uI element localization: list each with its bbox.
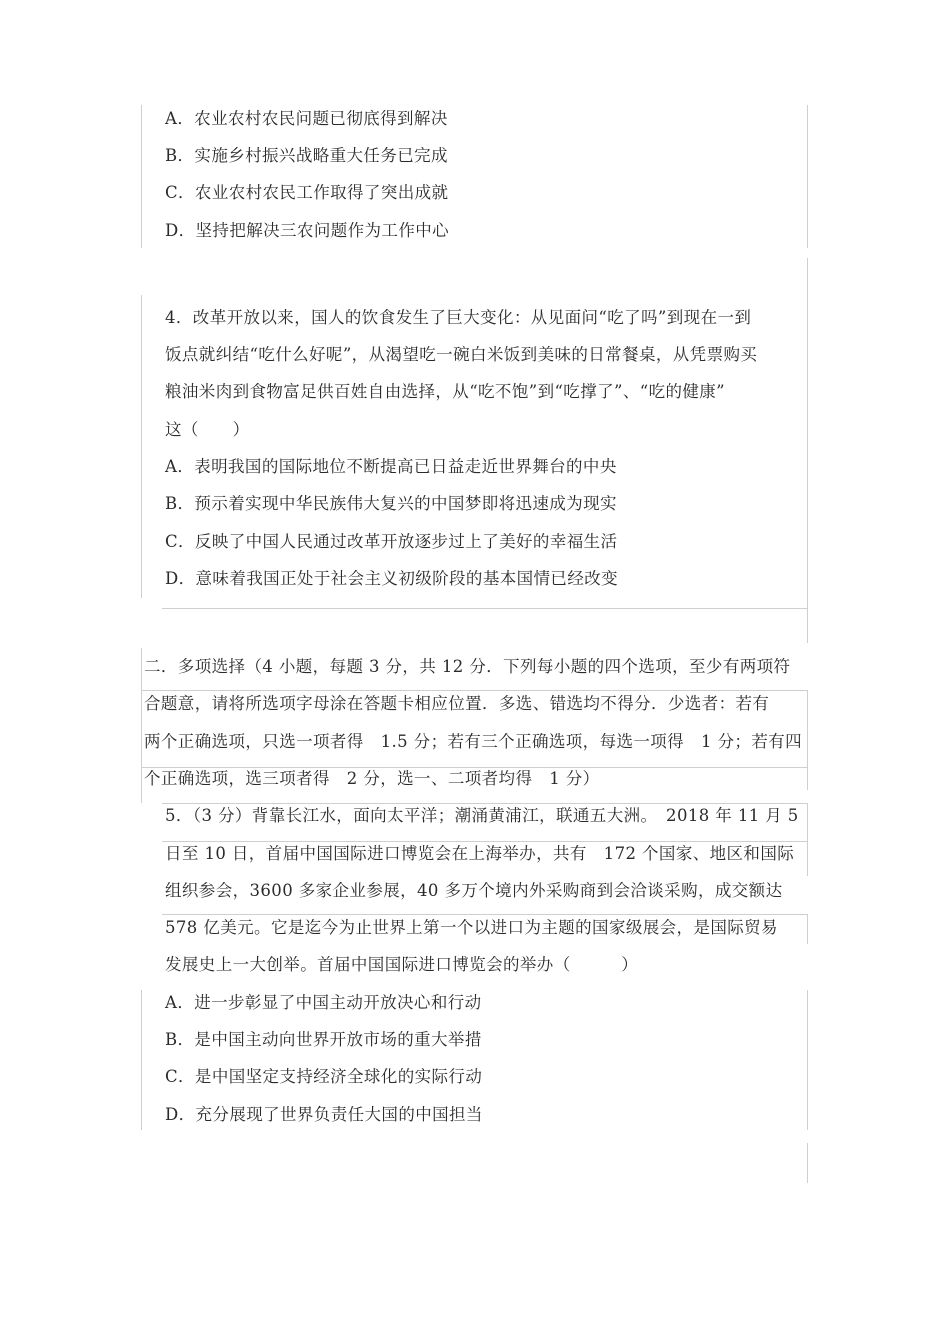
border-section2-row1 bbox=[141, 690, 807, 691]
q5-option-d: D．充分展现了世界负责任大国的中国担当 bbox=[165, 1105, 483, 1124]
q3-option-c: C．农业农村农民工作取得了突出成就 bbox=[165, 183, 449, 202]
q5-option-c: C．是中国坚定支持经济全球化的实际行动 bbox=[165, 1067, 483, 1086]
q4-option-a: A．表明我国的国际地位不断提高已日益走近世界舞台的中央 bbox=[165, 457, 617, 476]
border-left-block2 bbox=[141, 295, 142, 598]
q3-option-b: B．实施乡村振兴战略重大任务已完成 bbox=[165, 146, 448, 165]
border-left-q5-options bbox=[141, 990, 142, 1130]
border-right-block2 bbox=[807, 258, 808, 643]
q4-option-d: D．意味着我国正处于社会主义初级阶段的基本国情已经改变 bbox=[165, 569, 619, 588]
border-right-block1 bbox=[807, 105, 808, 248]
border-right-section2 bbox=[807, 690, 808, 790]
border-q5-row2 bbox=[162, 914, 807, 915]
q5-stem-line-3: 组织参会，3600 多家企业参展，40 多万个境内外采购商到会洽谈采购，成交额达 bbox=[165, 881, 783, 900]
q5-option-b: B．是中国主动向世界开放市场的重大举措 bbox=[165, 1030, 482, 1049]
q4-stem-line-3: 粮油米肉到食物富足供百姓自由选择，从“吃不饱”到“吃撑了”、“吃的健康” bbox=[165, 382, 726, 401]
border-q5-top bbox=[162, 803, 807, 804]
border-right-q5-options bbox=[807, 990, 808, 1130]
q5-stem-line-4: 578 亿美元。它是迄今为止世界上第一个以进口为主题的国家级展会，是国际贸易 bbox=[165, 918, 778, 937]
border-bottom-block2 bbox=[162, 608, 807, 609]
q4-stem-line-2: 饭点就纠结“吃什么好呢”，从渴望吃一碗白米饭到美味的日常餐桌，从凭票购买 bbox=[165, 345, 758, 364]
q4-stem-line-4: 这（ ） bbox=[165, 420, 250, 439]
q5-stem-line-2: 日至 10 日，首届中国国际进口博览会在上海举办，共有 172 个国家、地区和国际 bbox=[165, 844, 795, 863]
section2-heading-line-3: 两个正确选项，只选一项者得 1.5 分；若有三个正确选项，每选一项得 1 分；若有四 bbox=[144, 732, 803, 751]
q3-option-d: D．坚持把解决三农问题作为工作中心 bbox=[165, 221, 450, 240]
border-right-bottom bbox=[807, 1143, 808, 1183]
q5-stem-line-1: 5．（3 分）背靠长江水，面向太平洋；潮涌黄浦江，联通五大洲。 2018 年 11 月 5 bbox=[165, 806, 799, 825]
border-left-block1 bbox=[141, 105, 142, 248]
q4-option-b: B．预示着实现中华民族伟大复兴的中国梦即将迅速成为现实 bbox=[165, 494, 617, 513]
border-q5-row1 bbox=[162, 841, 807, 842]
border-left-section2 bbox=[141, 648, 142, 803]
section2-heading-line-2: 合题意，请将所选项字母涂在答题卡相应位置．多选、错选均不得分．少选者：若有 bbox=[144, 694, 770, 713]
q4-option-c: C．反映了中国人民通过改革开放逐步过上了美好的幸福生活 bbox=[165, 532, 618, 551]
q5-stem-line-5: 发展史上一大创举。首届中国国际进口博览会的举办（ ） bbox=[165, 955, 639, 974]
q4-stem-line-1: 4．改革开放以来，国人的饮食发生了巨大变化：从见面问“吃了吗”到现在一到 bbox=[165, 308, 752, 327]
border-right-q5-c bbox=[807, 914, 808, 944]
q5-option-a: A．进一步彰显了中国主动开放决心和行动 bbox=[165, 993, 482, 1012]
section2-heading-line-1: 二．多项选择（4 小题，每题 3 分，共 12 分．下列每小题的四个选项，至少有两项符 bbox=[144, 657, 791, 676]
border-right-q5-b bbox=[807, 841, 808, 876]
section2-heading-line-4: 个正确选项，选三项者得 2 分，选一、二项者均得 1 分） bbox=[144, 769, 600, 788]
border-right-q5-a bbox=[807, 803, 808, 841]
q3-option-a: A．农业农村农民问题已彻底得到解决 bbox=[165, 109, 448, 128]
